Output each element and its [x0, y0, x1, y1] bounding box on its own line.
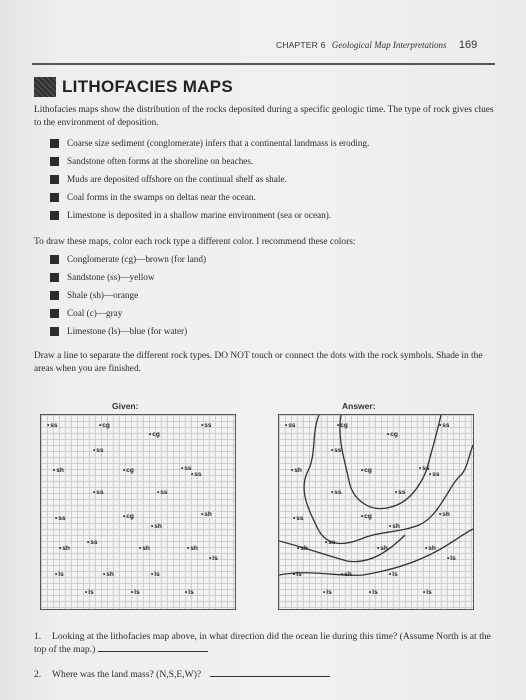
rock-symbol-ss: • ss [439, 422, 450, 429]
section-title: LITHOFACIES MAPS [62, 77, 234, 96]
fact-item: Coal forms in the swamps on deltas near the ocean. [50, 188, 490, 206]
rock-symbol-ss: • ss [87, 539, 98, 546]
answer-label: Answer: [342, 401, 376, 411]
bullet-icon [50, 139, 59, 148]
answer-map [278, 414, 474, 610]
rock-symbol-cg: • cg [337, 422, 348, 429]
rock-symbol-ss: • ss [325, 539, 336, 546]
rock-symbol-cg: • cg [123, 467, 134, 474]
rock-symbol-ss: • ss [191, 471, 202, 478]
question-1: 1. Looking at the lithofacies map above, in what direction did the ocean lie during this time? (Assume North is at the top of the map.) [34, 631, 491, 655]
fact-item: Coarse size sediment (conglomerate) infers that a continental landmass is eroding. [50, 134, 490, 152]
running-head [276, 39, 486, 51]
instructions-paragraph: Draw a line to separate the different rock types. DO NOT touch or connect the dots with the rock symbols. Shade in the areas when you are finished. [34, 351, 483, 374]
given-label: Given: [112, 401, 139, 411]
chapter-subtitle: Geological Map Interpretations [331, 40, 447, 50]
rock-symbol-ls: • ls [389, 571, 398, 578]
rock-symbol-sh: • sh [59, 545, 70, 552]
rock-symbol-cg: • cg [361, 513, 372, 520]
bullet-icon [50, 175, 59, 184]
rock-symbol-ls: • ls [447, 555, 456, 562]
rock-symbol-ss: • ss [285, 422, 296, 429]
boundary-line-cg [340, 415, 441, 509]
rock-symbol-sh: • sh [201, 511, 212, 518]
rock-symbol-ls: • ls [185, 589, 194, 596]
bullet-icon [50, 211, 59, 220]
rock-symbol-ls: • ls [293, 571, 302, 578]
rock-symbol-cg: • cg [123, 513, 134, 520]
rock-symbol-cg: • cg [387, 431, 398, 438]
bullet-icon [50, 255, 59, 264]
color-item: Sandstone (ss)—yellow [50, 268, 490, 286]
rock-symbol-ls: • ls [209, 555, 218, 562]
rock-symbol-ls: • ls [55, 571, 64, 578]
section-marker-icon [34, 77, 56, 97]
rock-symbol-ss: • ss [201, 422, 212, 429]
rock-symbol-sh: • sh [425, 545, 436, 552]
rock-symbol-sh: • sh [297, 545, 308, 552]
rock-symbol-sh: • sh [187, 545, 198, 552]
rock-symbol-ss: • ss [419, 465, 430, 472]
color-intro: To draw these maps, color each rock type a different color. I recommend these colors: [34, 237, 356, 247]
rock-symbol-ls: • ls [131, 589, 140, 596]
rock-symbol-sh: • sh [439, 511, 450, 518]
rock-symbol-sh: • sh [377, 545, 388, 552]
bullet-icon [50, 327, 59, 336]
section-heading [34, 76, 233, 98]
answer-blank-1[interactable] [98, 651, 208, 652]
question-2: 2. Where was the land mass? (N,S,E,W)? [34, 668, 494, 681]
bullet-icon [50, 309, 59, 318]
rock-symbol-sh: • sh [291, 467, 302, 474]
rock-symbol-ss: • ss [395, 489, 406, 496]
rock-symbol-sh: • sh [103, 571, 114, 578]
rock-symbol-ss: • ss [55, 515, 66, 522]
chapter-label: CHAPTER 6 [276, 40, 326, 50]
color-item: Conglomerate (cg)—brown (for land) [50, 250, 490, 268]
rock-symbol-sh: • sh [139, 545, 150, 552]
intro-paragraph: Lithofacies maps show the distribution of the rocks deposited during a specific geologic time. The type of rock gives clues to the environment of deposition. [34, 105, 494, 128]
bullet-icon [50, 157, 59, 166]
rock-symbol-sh: • sh [341, 571, 352, 578]
rock-symbol-cg: • cg [99, 422, 110, 429]
boundary-line-ls [279, 529, 473, 575]
rock-symbol-ls: • ls [151, 571, 160, 578]
rock-symbol-ss: • ss [181, 465, 192, 472]
rock-symbol-ss: • ss [331, 447, 342, 454]
color-item: Limestone (ls)—blue (for water) [50, 322, 490, 340]
rock-symbol-cg: • cg [361, 467, 372, 474]
bullet-icon [50, 273, 59, 282]
rock-symbol-ls: • ls [423, 589, 432, 596]
answer-blank-2[interactable] [210, 676, 330, 677]
rock-symbol-ss: • ss [429, 471, 440, 478]
fact-item: Muds are deposited offshore on the continual shelf as shale. [50, 170, 490, 188]
rock-symbol-ss: • ss [93, 447, 104, 454]
rock-symbol-cg: • cg [149, 431, 160, 438]
bullet-icon [50, 193, 59, 202]
bullet-icon [50, 291, 59, 300]
given-map [40, 414, 236, 610]
rock-symbol-ls: • ls [369, 589, 378, 596]
rock-symbol-ls: • ls [323, 589, 332, 596]
facts-list [50, 134, 490, 224]
rock-symbol-sh: • sh [389, 523, 400, 530]
rock-symbol-ss: • ss [157, 489, 168, 496]
colors-list [50, 250, 490, 340]
rock-symbol-sh: • sh [53, 467, 64, 474]
color-item: Coal (c)—gray [50, 304, 490, 322]
color-item: Shale (sh)—orange [50, 286, 490, 304]
rock-symbol-ss: • ss [331, 489, 342, 496]
rock-symbol-ss: • ss [47, 422, 58, 429]
rock-symbol-ls: • ls [85, 589, 94, 596]
rock-symbol-sh: • sh [151, 523, 162, 530]
fact-item: Limestone is deposited in a shallow marine environment (sea or ocean). [50, 206, 490, 224]
page-number: 169 [458, 39, 478, 51]
header-rule [32, 63, 495, 65]
rock-symbol-ss: • ss [293, 515, 304, 522]
fact-item: Sandstone often forms at the shoreline on beaches. [50, 152, 490, 170]
rock-symbol-ss: • ss [93, 489, 104, 496]
